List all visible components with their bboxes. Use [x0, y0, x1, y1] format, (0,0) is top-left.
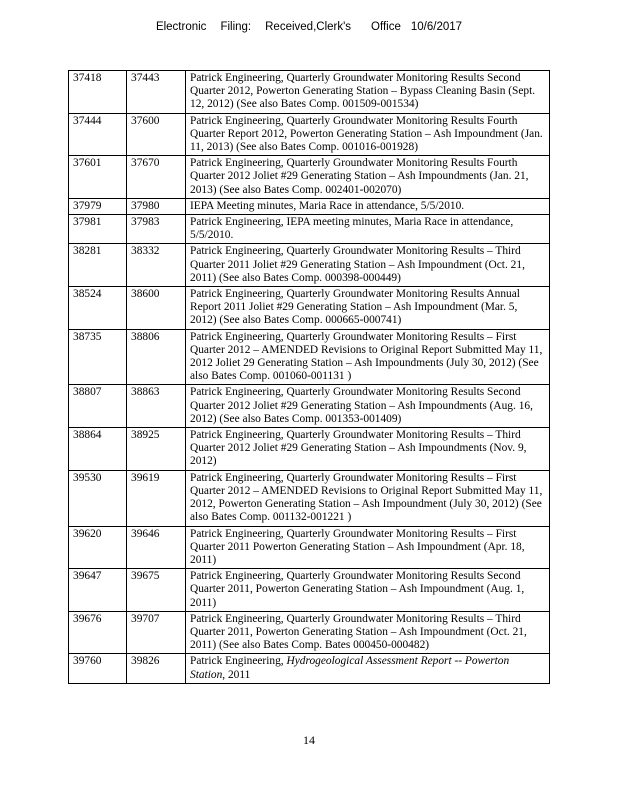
table-row — [69, 113, 550, 156]
description-cell: Patrick Engineering, Quarterly Groundwater Monitoring Results Fourth Quarter Report 2012, Powerton Generating Station – Ash Impoundment (Jan. 11, 2013) (See also Bates Comp. 001016-001928) — [186, 113, 550, 156]
header-filing: Filing: — [220, 21, 252, 33]
table-row — [69, 385, 550, 428]
table-row — [69, 611, 550, 654]
bates-end-cell: 38925 — [127, 428, 186, 471]
bates-start-cell: 38281 — [69, 244, 127, 287]
bates-end-cell: 39707 — [127, 611, 186, 654]
filing-header — [0, 21, 618, 33]
header-received-clerks: Received,Clerk's — [265, 21, 352, 33]
header-office: Office — [371, 21, 401, 33]
table-row — [69, 287, 550, 330]
bates-start-cell: 37601 — [69, 156, 127, 199]
bates-end-cell: 39619 — [127, 470, 186, 526]
bates-end-cell: 38806 — [127, 329, 186, 385]
description-cell: Patrick Engineering, IEPA meeting minutes, Maria Race in attendance, 5/5/2010. — [186, 215, 550, 244]
table-row — [69, 71, 550, 114]
bates-start-cell: 39760 — [69, 654, 127, 683]
bates-start-cell: 39620 — [69, 526, 127, 569]
table-row — [69, 470, 550, 526]
description-prefix: Patrick Engineering, — [190, 655, 287, 668]
bates-start-cell: 37979 — [69, 198, 127, 214]
bates-start-cell: 38807 — [69, 385, 127, 428]
bates-end-cell: 38863 — [127, 385, 186, 428]
header-date: 10/6/2017 — [410, 21, 463, 33]
bates-start-cell: 38524 — [69, 287, 127, 330]
table-row — [69, 526, 550, 569]
description-cell: Patrick Engineering, Quarterly Groundwater Monitoring Results – First Quarter 2012 – AMENDED Revisions to Original Report Submitted May 11, 2012, Powerton Generating Station – Ash Impoundment (July 30, 2012) (See also Bates Comp. 001132-001221 ) — [186, 470, 550, 526]
bates-end-cell: 38332 — [127, 244, 186, 287]
table-row — [69, 198, 550, 214]
description-cell: Patrick Engineering, Quarterly Groundwater Monitoring Results – Third Quarter 2011, Powerton Generating Station – Ash Impoundment (Oct. 21, 2011) (See also Bates Comp. Bates 000450-000482) — [186, 611, 550, 654]
bates-end-cell: 38600 — [127, 287, 186, 330]
description-cell: Patrick Engineering, Quarterly Groundwater Monitoring Results Second Quarter 2012 Joliet #29 Generating Station – Ash Impoundments (Aug. 16, 2012) (See also Bates Comp. 001353-001409) — [186, 385, 550, 428]
bates-start-cell: 37418 — [69, 71, 127, 114]
bates-end-cell: 39675 — [127, 569, 186, 612]
bates-end-cell: 37443 — [127, 71, 186, 114]
table-row — [69, 654, 550, 683]
description-cell: Patrick Engineering, Quarterly Groundwater Monitoring Results Second Quarter 2011, Powerton Generating Station – Ash Impoundment (Aug. 1, 2011) — [186, 569, 550, 612]
description-cell: Patrick Engineering, Quarterly Groundwater Monitoring Results – Third Quarter 2011 Joliet #29 Generating Station – Ash Impoundment (Oct. 21, 2011) (See also Bates Comp. 000398-000449) — [186, 244, 550, 287]
bates-end-cell: 37980 — [127, 198, 186, 214]
bates-start-cell: 38735 — [69, 329, 127, 385]
bates-end-cell: 37670 — [127, 156, 186, 199]
description-cell: Patrick Engineering, Quarterly Groundwater Monitoring Results Second Quarter 2012, Powerton Generating Station – Bypass Cleaning Basin (Sept. 12, 2012) (See also Bates Comp. 001509-001534) — [186, 71, 550, 114]
page-number: 14 — [303, 733, 315, 747]
description-cell: IEPA Meeting minutes, Maria Race in attendance, 5/5/2010. — [186, 198, 550, 214]
document-index-table — [68, 70, 550, 684]
report-title: Hydrogeological Assessment Report -- Powerton Station — [190, 655, 510, 681]
table-row — [69, 428, 550, 471]
description-cell: Patrick Engineering, Quarterly Groundwater Monitoring Results Annual Report 2011 Joliet #29 Generating Station – Ash Impoundment (Mar. 5, 2012) (See also Bates Comp. 000665-000741) — [186, 287, 550, 330]
header-electronic: Electronic — [155, 21, 207, 33]
bates-start-cell: 38864 — [69, 428, 127, 471]
bates-end-cell: 37600 — [127, 113, 186, 156]
description-cell: Patrick Engineering, Quarterly Groundwater Monitoring Results Fourth Quarter 2012 Joliet #29 Generating Station – Ash Impoundments (Jan. 21, 2013) (See also Bates Comp. 002401-002070) — [186, 156, 550, 199]
bates-start-cell: 39647 — [69, 569, 127, 612]
description-cell: Patrick Engineering, Quarterly Groundwater Monitoring Results – First Quarter 2011 Powerton Generating Station – Ash Impoundment (Apr. 18, 2011) — [186, 526, 550, 569]
bates-end-cell: 39646 — [127, 526, 186, 569]
bates-end-cell: 37983 — [127, 215, 186, 244]
description-suffix: , 2011 — [222, 668, 251, 681]
table-row — [69, 244, 550, 287]
description-cell: Patrick Engineering, Quarterly Groundwater Monitoring Results – Third Quarter 2012 Joliet #29 Generating Station – Ash Impoundments (Nov. 9, 2012) — [186, 428, 550, 471]
table-row — [69, 569, 550, 612]
bates-end-cell: 39826 — [127, 654, 186, 683]
bates-start-cell: 39530 — [69, 470, 127, 526]
bates-start-cell: 37981 — [69, 215, 127, 244]
description-cell: Patrick Engineering, Quarterly Groundwater Monitoring Results – First Quarter 2012 – AMENDED Revisions to Original Report Submitted May 11, 2012 Joliet 29 Generating Station – Ash Impoundments (July 30, 2012) (See also Bates Comp. 001060-001131 ) — [186, 329, 550, 385]
description-cell — [186, 654, 550, 683]
table-row — [69, 215, 550, 244]
table-row — [69, 156, 550, 199]
bates-start-cell: 37444 — [69, 113, 127, 156]
bates-start-cell: 39676 — [69, 611, 127, 654]
table-row — [69, 329, 550, 385]
